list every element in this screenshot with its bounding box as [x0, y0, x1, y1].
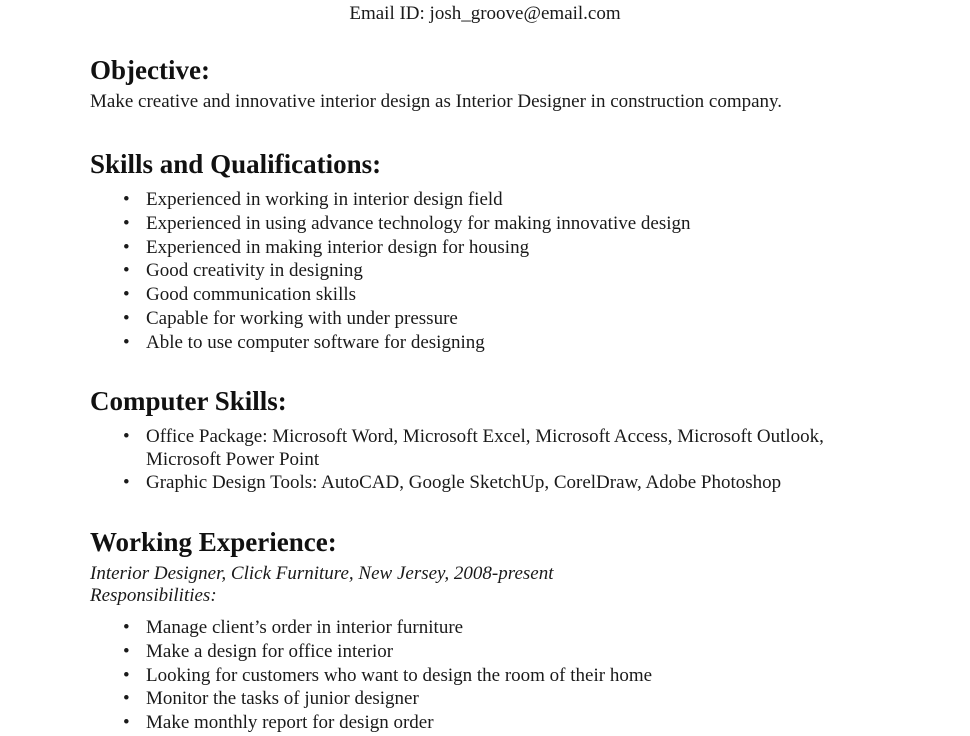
- list-item-text: Office Package: Microsoft Word, Microsoft Excel, Microsoft Access, Microsoft Outlook, Microsoft Power Point: [146, 426, 824, 470]
- bullet-icon: •: [123, 236, 130, 258]
- list-item-text: Experienced in working in interior design field: [146, 189, 503, 210]
- bullet-icon: •: [123, 260, 130, 282]
- computer-skills-heading: Computer Skills:: [90, 386, 287, 416]
- list-item: [90, 712, 930, 735]
- skills-heading: Skills and Qualifications:: [90, 149, 382, 179]
- list-item: [90, 284, 930, 307]
- bullet-icon: •: [123, 212, 130, 234]
- computer-skills-list: [90, 426, 850, 495]
- skills-section: [90, 149, 930, 356]
- objective-heading: Objective:: [90, 55, 210, 85]
- list-item-text: Experienced in using advance technology for making innovative design: [146, 212, 691, 234]
- skills-list: [90, 189, 930, 354]
- list-item: [90, 189, 930, 212]
- bullet-icon: •: [123, 426, 130, 447]
- list-item: [90, 237, 930, 260]
- bullet-icon: •: [123, 617, 130, 638]
- bullet-icon: •: [123, 664, 130, 686]
- bullet-icon: •: [123, 712, 130, 734]
- list-item: [90, 332, 930, 355]
- bullet-icon: •: [123, 331, 130, 353]
- list-item-text: Graphic Design Tools: AutoCAD, Google SketchUp, CorelDraw, Adobe Photoshop: [146, 472, 782, 494]
- computer-skills-section: [90, 386, 930, 496]
- position-line: Interior Designer, Click Furniture, New Jersey, 2008-present: [90, 563, 554, 584]
- list-item-text: Capable for working with under pressure: [146, 307, 458, 329]
- list-item: [90, 641, 930, 664]
- list-item: [90, 472, 850, 495]
- list-item-text: Make monthly report for design order: [146, 712, 434, 734]
- bullet-icon: •: [123, 284, 130, 306]
- list-item: [90, 260, 930, 283]
- list-item-text: Looking for customers who want to design the room of their home: [146, 664, 653, 686]
- bullet-icon: •: [123, 640, 130, 662]
- list-item: [90, 665, 930, 688]
- list-item: [90, 213, 930, 236]
- bullet-icon: •: [123, 307, 130, 329]
- list-item-text: Monitor the tasks of junior designer: [146, 688, 419, 710]
- list-item: [90, 308, 930, 331]
- objective-section: [90, 55, 930, 113]
- bullet-icon: •: [123, 189, 130, 210]
- objective-text: Make creative and innovative interior design as Interior Designer in construction company.: [90, 91, 783, 112]
- bullet-icon: •: [123, 472, 130, 494]
- responsibilities-list: [90, 617, 930, 735]
- experience-section: [90, 527, 930, 736]
- list-item: [90, 688, 930, 711]
- list-item: [90, 617, 930, 640]
- list-item-text: Good communication skills: [146, 284, 357, 306]
- list-item-text: Experienced in making interior design for housing: [146, 236, 530, 258]
- list-item-text: Make a design for office interior: [146, 640, 394, 662]
- list-item-text: Manage client’s order in interior furniture: [146, 617, 464, 638]
- experience-heading: Working Experience:: [90, 527, 337, 557]
- email-line: Email ID: josh_groove@email.com: [349, 3, 621, 24]
- list-item-text: Good creativity in designing: [146, 260, 363, 282]
- list-item: [90, 426, 850, 471]
- bullet-icon: •: [123, 688, 130, 710]
- responsibilities-label: Responsibilities:: [90, 585, 217, 606]
- list-item-text: Able to use computer software for designing: [146, 331, 485, 353]
